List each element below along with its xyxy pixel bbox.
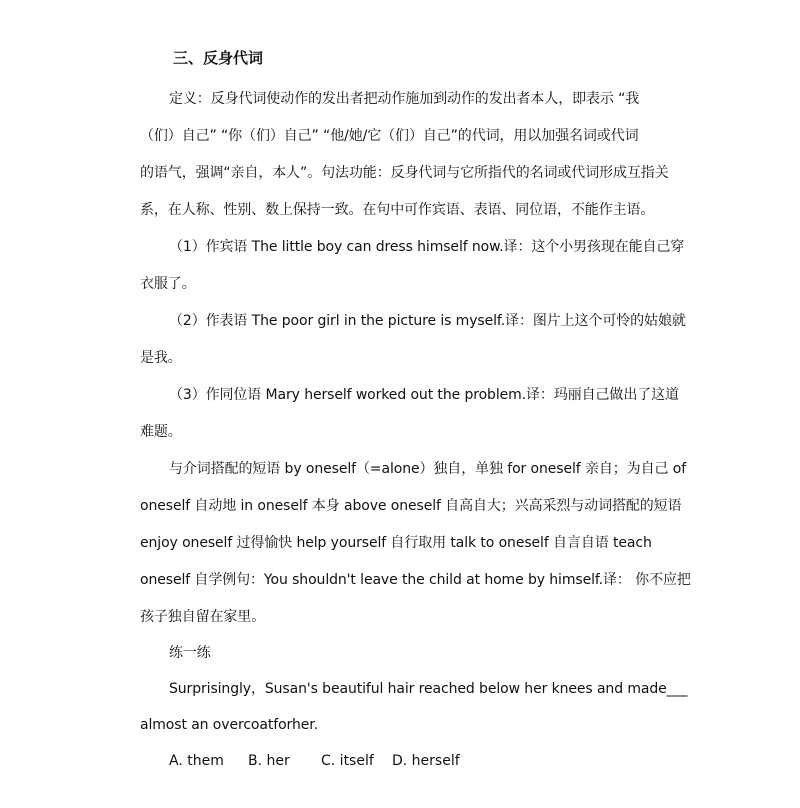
practice-heading: 练一练	[169, 645, 211, 661]
phrases-line-4: oneself 自学例句：You shouldn't leave the child at home by himself.译： 你不应把	[140, 572, 691, 588]
option-b: B. her	[248, 753, 290, 769]
example-object-line-2: 衣服了。	[140, 276, 196, 292]
answer-options	[169, 751, 460, 771]
phrases-line-2: oneself 自动地 in oneself 本身 above oneself 自高自大；兴高采烈与动词搭配的短语	[140, 498, 682, 514]
question-line-1: Surprisingly，Susan's beautiful hair reached below her knees and made___	[169, 681, 688, 697]
definition-line-1: 定义：反身代词使动作的发出者把动作施加到动作的发出者本人，即表示 “我	[169, 91, 640, 107]
definition-line-3: 的语气，强调“亲自，本人”。句法功能：反身代词与它所指代的名词或代词形成互指关	[140, 165, 669, 181]
question-line-2: almost an overcoatforher.	[140, 717, 318, 733]
option-a: A. them	[169, 753, 224, 769]
definition-line-2: （们）自己” “你（们）自己” “他/她/它（们）自己”的代词，用以加强名词或代词	[140, 128, 639, 144]
definition-line-4: 系，在人称、性别、数上保持一致。在句中可作宾语、表语、同位语，不能作主语。	[140, 202, 655, 218]
section-heading: 三、反身代词	[173, 49, 264, 67]
example-appositive-line-1: （3）作同位语 Mary herself worked out the problem.译：玛丽自己做出了这道	[169, 387, 679, 403]
example-predicative-line-1: （2）作表语 The poor girl in the picture is myself.译：图片上这个可怜的姑娘就	[169, 313, 686, 329]
phrases-line-1: 与介词搭配的短语 by oneself（=alone）独自，单独 for oneself 亲自；为自己 of	[169, 461, 687, 477]
phrases-line-5: 孩子独自留在家里。	[140, 609, 266, 625]
phrases-line-3: enjoy oneself 过得愉快 help yourself 自行取用 talk to oneself 自言自语 teach	[140, 535, 652, 551]
option-d: D. herself	[392, 753, 460, 769]
option-c: C. itself	[321, 753, 374, 769]
example-predicative-line-2: 是我。	[140, 350, 182, 366]
example-appositive-line-2: 难题。	[140, 424, 182, 440]
example-object-line-1: （1）作宾语 The little boy can dress himself now.译：这个小男孩现在能自己穿	[169, 239, 685, 255]
